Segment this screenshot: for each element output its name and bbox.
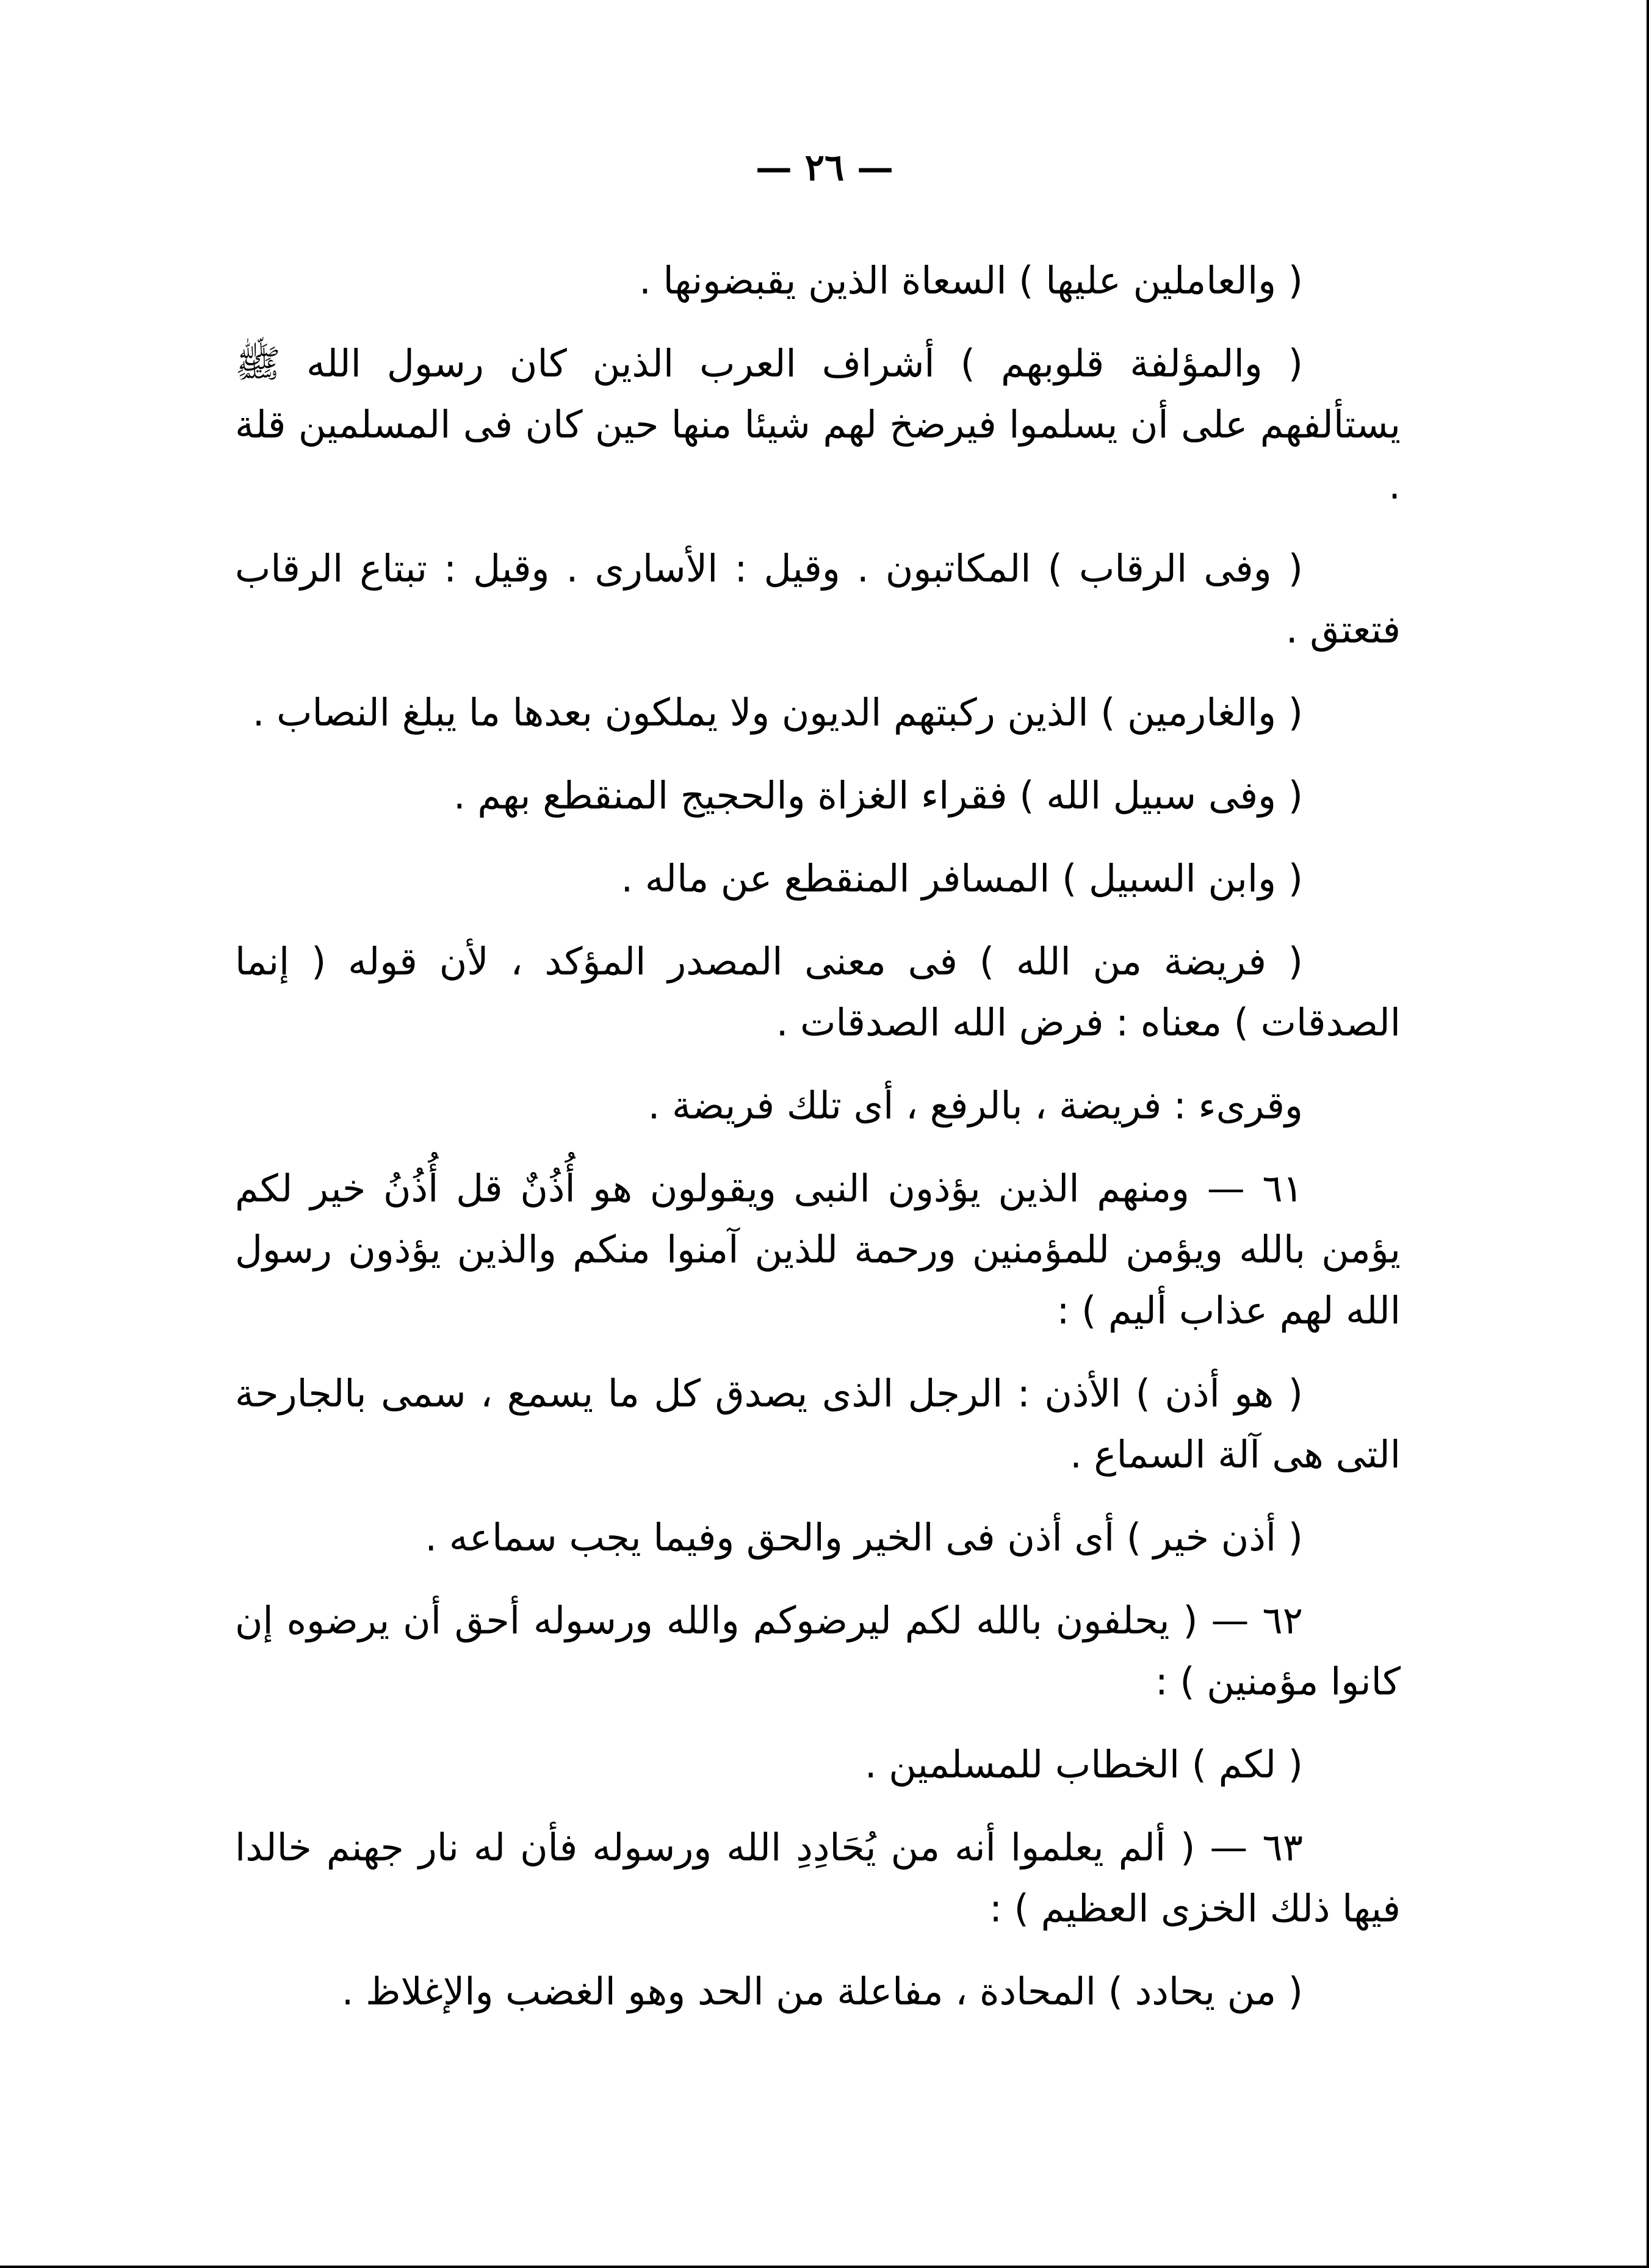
paragraph: ( لكم ) الخطاب للمسلمين . bbox=[864, 1742, 1303, 1787]
paragraph: ( والمؤلفة قلوبهم ) أشراف العرب الذين كان رسول الله ﷺ يستألفهم على أن يسلموا فيرضخ لهم شيئا منها حين كان فى المسلمين قلة . bbox=[235, 341, 1401, 508]
paragraph: ( أذن خير ) أى أذن فى الخير والحق وفيما يجب سماعه . bbox=[425, 1515, 1303, 1560]
paragraph: ( وفى سبيل الله ) فقراء الغزاة والحجيج المنقطع بهم . bbox=[453, 773, 1303, 818]
paragraph: ٦٣ — ( ألم يعلموا أنه من يُحَادِدِ الله ورسوله فأن له نار جهنم خالدا فيها ذلك الخزى العظيم ) : bbox=[235, 1825, 1401, 1931]
paragraph: ٦١ — ومنهم الذين يؤذون النبى ويقولون هو أُذُنٌ قل أُذُنُ خير لكم يؤمن بالله ويؤمن للمؤمنين ورحمة للذين آمنوا منكم والذين يؤذون رسول الله لهم عذاب أليم ) : bbox=[235, 1166, 1401, 1333]
page-body bbox=[235, 250, 1401, 2044]
paragraph: ( هو أذن ) الأذن : الرجل الذى يصدق كل ما يسمع ، سمى بالجارحة التى هى آلة السماع . bbox=[235, 1371, 1401, 1477]
paragraph: ( والعاملين عليها ) السعاة الذين يقبضونها . bbox=[639, 258, 1303, 303]
paragraph: ( وفى الرقاب ) المكاتبون . وقيل : الأسارى . وقيل : تبتاع الرقاب فتعتق . bbox=[235, 546, 1401, 652]
paragraph: وقرىء : فريضة ، بالرفع ، أى تلك فريضة . bbox=[648, 1083, 1303, 1128]
page-number: — ٢٦ — bbox=[755, 146, 894, 189]
paragraph: ٦٢ — ( يحلفون بالله لكم ليرضوكم والله ورسوله أحق أن يرضوه إن كانوا مؤمنين ) : bbox=[235, 1598, 1401, 1704]
paragraph: ( والغارمين ) الذين ركبتهم الديون ولا يملكون بعدها ما يبلغ النصاب . bbox=[252, 690, 1303, 735]
paragraph: ( من يحادد ) المحادة ، مفاعلة من الحد وهو الغضب والإغلاظ . bbox=[341, 1969, 1303, 2014]
paragraph: ( فريضة من الله ) فى معنى المصدر المؤكد ، لأن قوله ( إنما الصدقات ) معناه : فرض الله الصدقات . bbox=[235, 939, 1401, 1045]
paragraph: ( وابن السبيل ) المسافر المنقطع عن ماله . bbox=[621, 856, 1303, 901]
